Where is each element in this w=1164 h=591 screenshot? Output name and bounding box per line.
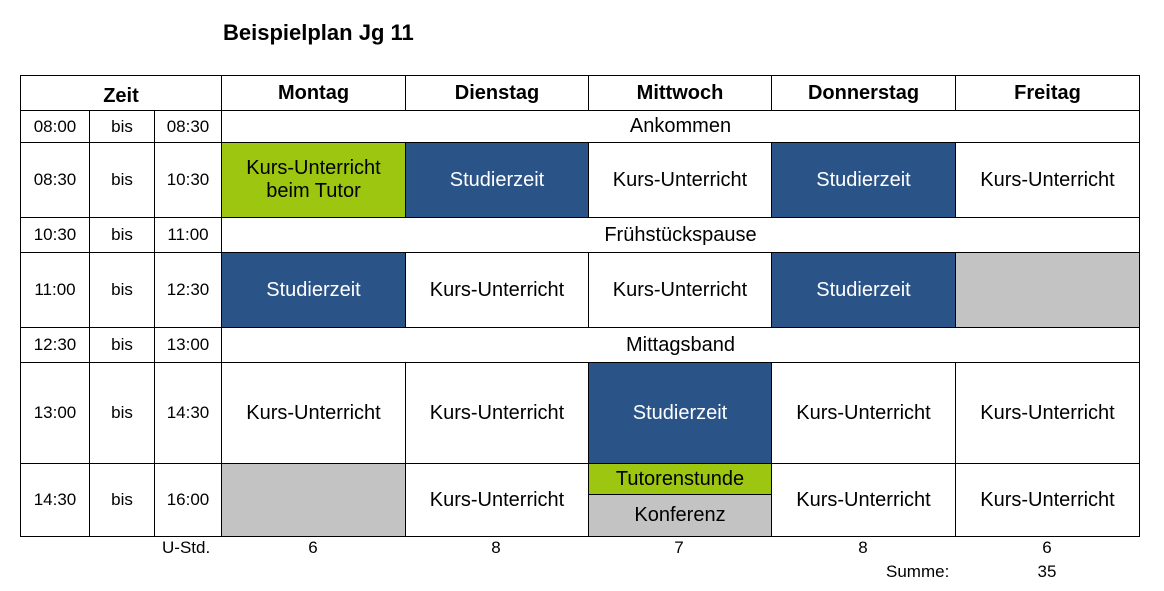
table-row [21, 143, 1140, 218]
header-day-mittwoch: Mittwoch [589, 76, 772, 111]
time-start: 11:00 [21, 253, 90, 328]
cell-montag-empty [222, 464, 406, 537]
ustd-freitag: 6 [1042, 538, 1052, 557]
cell-mittwoch-tutorenstunde: Tutorenstunde [589, 464, 771, 495]
table-row [21, 253, 1140, 328]
time-start: 14:30 [21, 464, 90, 537]
ustd-montag: 6 [308, 538, 318, 557]
cell-mittwoch-konferenz: Konferenz [589, 495, 771, 536]
time-bis: bis [90, 464, 155, 537]
cell-mittwoch-kurs: Kurs-Unterricht [589, 253, 772, 328]
cell-label: Kurs-Unterricht beim Tutor [246, 157, 381, 202]
time-end: 13:00 [155, 328, 222, 363]
cell-donnerstag-studierzeit: Studierzeit [772, 253, 956, 328]
ustd-dienstag: 8 [491, 538, 501, 557]
cell-dienstag-kurs: Kurs-Unterricht [406, 464, 589, 537]
time-bis: bis [90, 143, 155, 218]
header-row [21, 76, 1140, 111]
split-container [589, 464, 771, 536]
cell-donnerstag-kurs: Kurs-Unterricht [772, 363, 956, 464]
cell-montag-tutor [222, 143, 406, 218]
time-start: 08:30 [21, 143, 90, 218]
band-ankommen: Ankommen [222, 111, 1140, 143]
ustd-donnerstag: 8 [858, 538, 868, 557]
table-row [21, 464, 1140, 537]
band-fruehstueckspause: Frühstückspause [222, 218, 1140, 253]
cell-dienstag-studierzeit: Studierzeit [406, 143, 589, 218]
summe-value: 35 [1037, 562, 1057, 581]
time-start: 10:30 [21, 218, 90, 253]
time-bis: bis [90, 328, 155, 363]
header-day-montag: Montag [222, 76, 406, 111]
band-mittagsband: Mittagsband [222, 328, 1140, 363]
cell-freitag-kurs: Kurs-Unterricht [956, 143, 1140, 218]
header-day-donnerstag: Donnerstag [772, 76, 956, 111]
ustd-mittwoch: 7 [674, 538, 684, 557]
table-row [21, 363, 1140, 464]
time-bis: bis [90, 111, 155, 143]
time-end: 16:00 [155, 464, 222, 537]
time-end: 11:00 [155, 218, 222, 253]
summe-label: Summe: [886, 562, 950, 581]
cell-mittwoch-studierzeit: Studierzeit [589, 363, 772, 464]
cell-montag-studierzeit: Studierzeit [222, 253, 406, 328]
page-title: Beispielplan Jg 11 [223, 20, 414, 45]
time-start: 08:00 [21, 111, 90, 143]
cell-montag-kurs: Kurs-Unterricht [222, 363, 406, 464]
table-row [21, 111, 1140, 143]
cell-mittwoch-kurs: Kurs-Unterricht [589, 143, 772, 218]
time-end: 10:30 [155, 143, 222, 218]
time-bis: bis [90, 253, 155, 328]
header-day-dienstag: Dienstag [406, 76, 589, 111]
header-day-freitag: Freitag [956, 76, 1140, 111]
time-bis: bis [90, 363, 155, 464]
cell-freitag-kurs: Kurs-Unterricht [956, 363, 1140, 464]
time-end: 08:30 [155, 111, 222, 143]
time-start: 13:00 [21, 363, 90, 464]
cell-mittwoch-split [589, 464, 772, 537]
schedule-table [20, 75, 1140, 537]
table-row [21, 218, 1140, 253]
time-end: 14:30 [155, 363, 222, 464]
cell-dienstag-kurs: Kurs-Unterricht [406, 363, 589, 464]
cell-dienstag-kurs: Kurs-Unterricht [406, 253, 589, 328]
ustd-label: U-Std. [162, 538, 211, 557]
cell-freitag-kurs: Kurs-Unterricht [956, 464, 1140, 537]
cell-donnerstag-studierzeit: Studierzeit [772, 143, 956, 218]
header-zeit: Zeit [21, 76, 222, 111]
time-end: 12:30 [155, 253, 222, 328]
time-start: 12:30 [21, 328, 90, 363]
time-bis: bis [90, 218, 155, 253]
cell-donnerstag-kurs: Kurs-Unterricht [772, 464, 956, 537]
table-row [21, 328, 1140, 363]
cell-freitag-empty [956, 253, 1140, 328]
